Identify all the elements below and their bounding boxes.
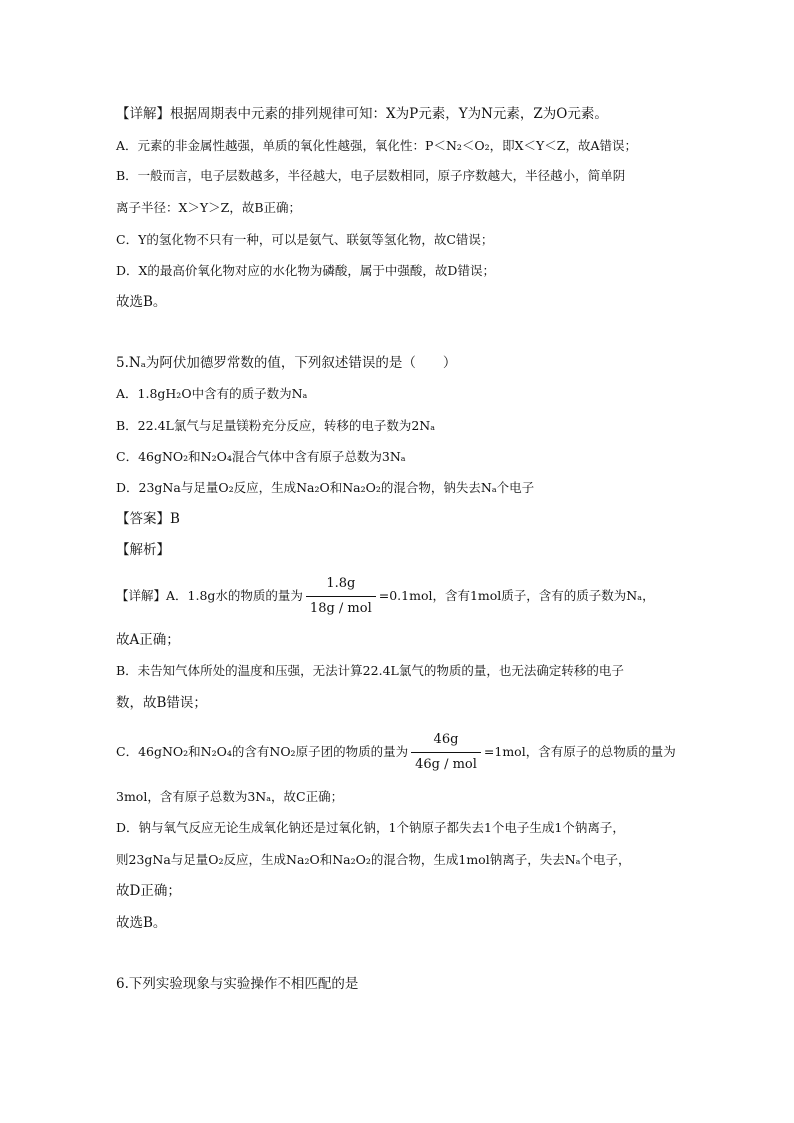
option-c: C．46gNO₂和N₂O₄混合气体中含有原子总数为3Nₐ <box>116 449 406 464</box>
detail-line: 故选B。 <box>116 915 167 931</box>
detail-line: D．X的最高价氧化物对应的水化物为磷酸，属于中强酸，故D错误； <box>116 263 495 278</box>
question-stem: 5.Nₐ为阿伏加德罗常数的值，下列叙述错误的是（ ） <box>116 355 457 371</box>
detail-line: 则23gNa与足量O₂反应，生成Na₂O和Na₂O₂的混合物，生成1mol钠离子，失去Nₐ个电子， <box>116 852 631 867</box>
question-stem: 6.下列实验现象与实验操作不相匹配的是 <box>116 976 359 992</box>
analysis-heading: 【解析】 <box>116 542 170 558</box>
detail-line: A．元素的非金属性越强，单质的氧化性越强，氧化性：P＜N₂＜O₂，即X＜Y＜Z，故A错误； <box>116 138 638 153</box>
option-a: A．1.8gH₂O中含有的质子数为Nₐ <box>116 386 308 401</box>
detail-line-c <box>116 730 676 775</box>
detail-line: 离子半径：X＞Y＞Z，故B正确； <box>116 200 302 215</box>
detail-line: 故A正确； <box>116 632 180 648</box>
detail-line: 数，故B错误； <box>116 695 207 711</box>
detail-line: B．未告知气体所处的温度和压强，无法计算22.4L氯气的物质的量，也无法确定转移的电子 <box>116 663 624 678</box>
text: =0.1mol，含有1mol质子，含有的质子数为Nₐ， <box>378 588 655 603</box>
detail-line: B．一般而言，电子层数越多，半径越大，电子层数相同，原子序数越大，半径越小，简单阴 <box>116 168 626 183</box>
detail-line: 故选B。 <box>116 294 167 310</box>
fraction <box>306 574 376 619</box>
denominator: 18g / mol <box>309 601 372 616</box>
text: =1mol，含有原子的总物质的量为 <box>483 744 676 759</box>
text: 【详解】A．1.8g水的物质的量为 <box>116 588 303 603</box>
option-b: B．22.4L氯气与足量镁粉充分反应，转移的电子数为2Nₐ <box>116 418 436 433</box>
option-d: D．23gNa与足量O₂反应，生成Na₂O和Na₂O₂的混合物，钠失去Nₐ个电子 <box>116 480 535 495</box>
detail-line: 3mol，含有原子总数为3Nₐ，故C正确； <box>116 789 344 804</box>
detail-line-a <box>116 574 655 619</box>
denominator: 46g / mol <box>415 757 477 772</box>
answer: 【答案】B <box>116 511 180 527</box>
detail-line: C．Y的氢化物不只有一种，可以是氨气、联氨等氢化物，故C错误； <box>116 232 494 247</box>
detail-line: D．钠与氧气反应无论生成氧化钠还是过氧化钠，1个钠原子都失去1个电子生成1个钠离子， <box>116 820 625 835</box>
numerator: 1.8g <box>306 574 376 597</box>
text: C．46gNO₂和N₂O₄的含有NO₂原子团的物质的量为 <box>116 744 409 759</box>
detail-line: 【详解】根据周期表中元素的排列规律可知：X为P元素，Y为N元素，Z为O元素。 <box>116 106 608 122</box>
fraction <box>411 730 481 775</box>
numerator: 46g <box>411 730 481 753</box>
detail-line: 故D正确； <box>116 883 181 899</box>
